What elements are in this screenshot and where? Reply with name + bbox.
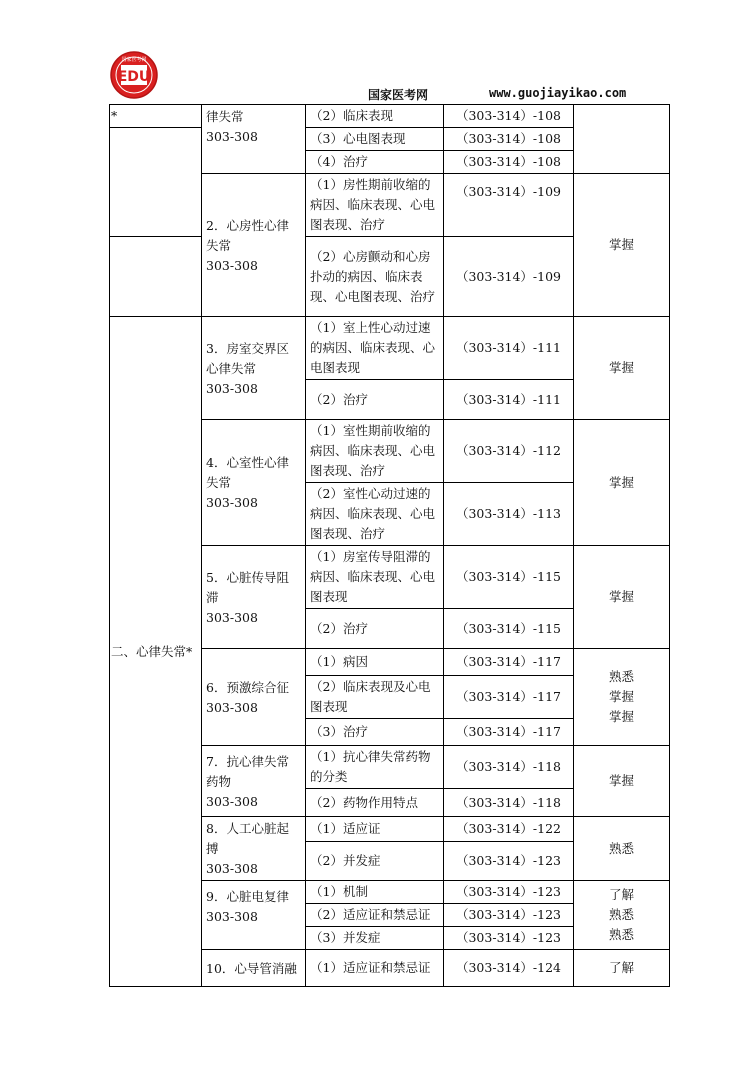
item-cell: （3）并发症 xyxy=(306,927,444,950)
item-cell: （2）药物作用特点 xyxy=(306,789,444,817)
table-row xyxy=(110,317,670,380)
page-cell: （303-314）-118 xyxy=(444,746,574,789)
site-url[interactable]: www.guojiayikao.com xyxy=(489,86,627,100)
page-cell: （303-314）-122 xyxy=(444,817,574,842)
page-cell: （303-314）-113 xyxy=(444,483,574,546)
item-cell: （2）临床表现及心电图表现 xyxy=(306,676,444,719)
page-cell: （303-314）-108 xyxy=(444,151,574,174)
page-cell: （303-314）-123 xyxy=(444,927,574,950)
requirement-cell: 掌握 xyxy=(574,420,670,546)
requirement-cell: 掌握 xyxy=(574,174,670,317)
page-cell: （303-314）-124 xyxy=(444,950,574,987)
syllabus-table xyxy=(109,104,670,987)
page-cell: （303-314）-117 xyxy=(444,649,574,676)
item-cell: （2）心房颤动和心房扑动的病因、临床表现、心电图表现、治疗 xyxy=(306,237,444,317)
page-cell: （303-314）-118 xyxy=(444,789,574,817)
page-cell: （303-314）-108 xyxy=(444,128,574,151)
requirement-cell: 掌握 xyxy=(574,317,670,420)
page-cell: （303-314）-123 xyxy=(444,842,574,881)
logo-icon xyxy=(109,50,159,100)
unit-cell: 10．心导管消融 xyxy=(202,950,306,987)
unit-cell: 5．心脏传导阻滞 303-308 xyxy=(202,546,306,649)
item-cell: （2）治疗 xyxy=(306,380,444,420)
item-cell: （1）病因 xyxy=(306,649,444,676)
page-cell: （303-314）-108 xyxy=(444,105,574,128)
section-cell: * xyxy=(110,105,202,128)
unit-cell: 8．人工心脏起搏 303-308 xyxy=(202,817,306,881)
unit-cell: 6．预激综合征 303-308 xyxy=(202,649,306,746)
requirement-cell: 了解 xyxy=(574,950,670,987)
item-cell: （2）适应证和禁忌证 xyxy=(306,904,444,927)
page-cell: （303-314）-117 xyxy=(444,719,574,746)
item-cell: （1）适应证和禁忌证 xyxy=(306,950,444,987)
item-cell: （1）房室传导阻滞的病因、临床表现、心电图表现 xyxy=(306,546,444,609)
page-cell: （303-314）-123 xyxy=(444,881,574,904)
unit-cell: 律失常 303-308 xyxy=(202,105,306,174)
item-cell: （3）治疗 xyxy=(306,719,444,746)
requirement-cell: 掌握 xyxy=(574,746,670,817)
page-cell: （303-314）-111 xyxy=(444,380,574,420)
page-cell: （303-314）-117 xyxy=(444,676,574,719)
requirement-cell: 熟悉 xyxy=(574,817,670,881)
item-cell: （2）临床表现 xyxy=(306,105,444,128)
page-cell: （303-314）-115 xyxy=(444,546,574,609)
item-cell: （1）抗心律失常药物的分类 xyxy=(306,746,444,789)
table-row xyxy=(110,174,670,237)
page-cell: （303-314）-109 xyxy=(444,237,574,317)
logo-text: 国家医考网 xyxy=(121,57,147,63)
requirement-cell: 了解 熟悉 熟悉 xyxy=(574,881,670,950)
unit-cell: 2．心房性心律失常 303-308 xyxy=(202,174,306,317)
item-cell: （3）心电图表现 xyxy=(306,128,444,151)
svg-text:EDU: EDU xyxy=(117,69,151,85)
unit-cell: 3．房室交界区心律失常 303-308 xyxy=(202,317,306,420)
page-cell: （303-314）-111 xyxy=(444,317,574,380)
item-cell: （1）室上性心动过速的病因、临床表现、心电图表现 xyxy=(306,317,444,380)
requirement-cell: 熟悉 掌握 掌握 xyxy=(574,649,670,746)
page-cell: （303-314）-123 xyxy=(444,904,574,927)
item-cell: （1）房性期前收缩的病因、临床表现、心电图表现、治疗 xyxy=(306,174,444,237)
site-name: 国家医考网 xyxy=(368,88,429,102)
section-cell: 二、心律失常* xyxy=(110,317,202,987)
item-cell: （2）并发症 xyxy=(306,842,444,881)
item-cell: （2）室性心动过速的病因、临床表现、心电图表现、治疗 xyxy=(306,483,444,546)
page-cell: （303-314）-109 xyxy=(444,174,574,237)
item-cell: （1）机制 xyxy=(306,881,444,904)
requirement-cell xyxy=(574,105,670,174)
requirement-cell: 掌握 xyxy=(574,546,670,649)
unit-cell: 9．心脏电复律 303-308 xyxy=(202,881,306,950)
page-cell: （303-314）-115 xyxy=(444,609,574,649)
unit-cell: 4．心室性心律失常 303-308 xyxy=(202,420,306,546)
item-cell: （1）适应证 xyxy=(306,817,444,842)
item-cell: （2）治疗 xyxy=(306,609,444,649)
unit-cell: 7．抗心律失常药物 303-308 xyxy=(202,746,306,817)
page-cell: （303-314）-112 xyxy=(444,420,574,483)
table-row xyxy=(110,105,670,128)
item-cell: （4）治疗 xyxy=(306,151,444,174)
item-cell: （1）室性期前收缩的病因、临床表现、心电图表现、治疗 xyxy=(306,420,444,483)
